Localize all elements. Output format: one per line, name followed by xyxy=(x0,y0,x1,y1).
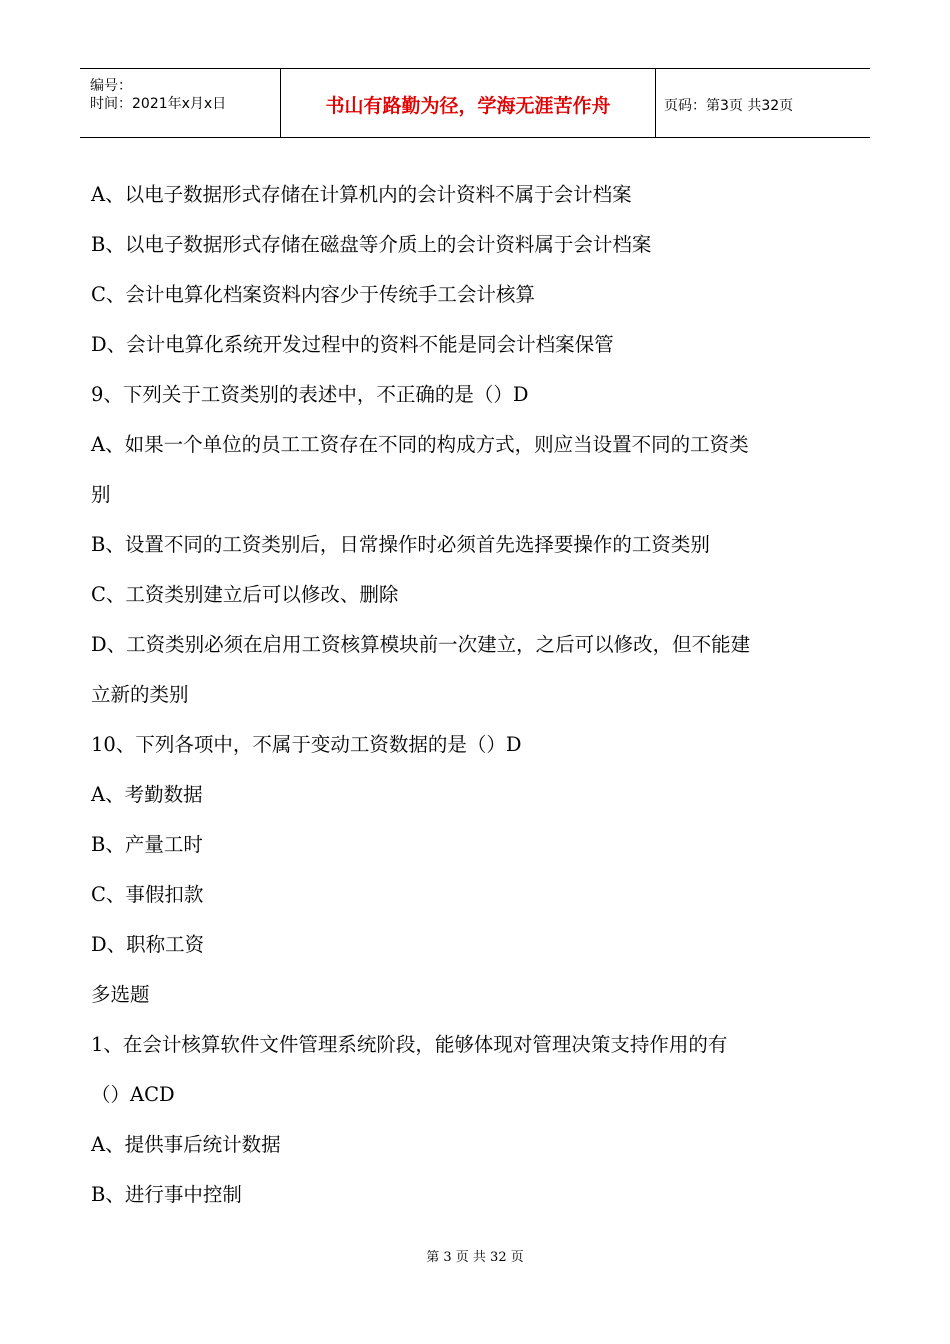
header-page-info: 页码：第3页 共32页 xyxy=(664,98,794,114)
page-footer: 第 3 页 共 32 页 xyxy=(426,1250,524,1265)
text-line: A、如果一个单位的员工工资存在不同的构成方式，则应当设置不同的工资类 xyxy=(91,433,749,456)
text-line: 立新的类别 xyxy=(91,683,189,706)
header-motto: 书山有路勤为径，学海无涯苦作舟 xyxy=(325,95,611,117)
text-line: A、提供事后统计数据 xyxy=(91,1133,281,1156)
text-line: C、会计电算化档案资料内容少于传统手工会计核算 xyxy=(91,283,535,306)
question-line: 9、下列关于工资类别的表述中，不正确的是（）D xyxy=(91,383,529,406)
page-header xyxy=(80,68,870,138)
text-line: B、设置不同的工资类别后，日常操作时必须首先选择要操作的工资类别 xyxy=(91,533,710,556)
text-line: B、进行事中控制 xyxy=(91,1183,242,1206)
text-line: B、产量工时 xyxy=(91,833,203,856)
text-line: C、事假扣款 xyxy=(91,883,204,906)
document-body xyxy=(91,170,871,1220)
text-line: D、职称工资 xyxy=(91,933,205,956)
text-line: B、以电子数据形式存储在磁盘等介质上的会计资料属于会计档案 xyxy=(91,233,652,256)
text-line: D、会计电算化系统开发过程中的资料不能是同会计档案保管 xyxy=(91,333,614,356)
question-line: 10、下列各项中，不属于变动工资数据的是（）D xyxy=(91,733,522,756)
header-motto-cell xyxy=(281,69,656,137)
text-line: A、考勤数据 xyxy=(91,783,203,806)
text-line: （）ACD xyxy=(91,1083,175,1106)
header-page-cell xyxy=(656,69,870,137)
text-line: A、以电子数据形式存储在计算机内的会计资料不属于会计档案 xyxy=(91,183,632,206)
document-date-label: 时间：2021年x月x日 xyxy=(90,96,227,112)
document-number-label: 编号： xyxy=(90,78,132,94)
text-line: D、工资类别必须在启用工资核算模块前一次建立，之后可以修改，但不能建 xyxy=(91,633,751,656)
question-line: 1、在会计核算软件文件管理系统阶段，能够体现对管理决策支持作用的有 xyxy=(91,1033,728,1056)
text-line: C、工资类别建立后可以修改、删除 xyxy=(91,583,399,606)
text-line: 别 xyxy=(91,483,111,506)
section-heading: 多选题 xyxy=(91,983,150,1006)
header-meta-cell xyxy=(80,69,281,137)
